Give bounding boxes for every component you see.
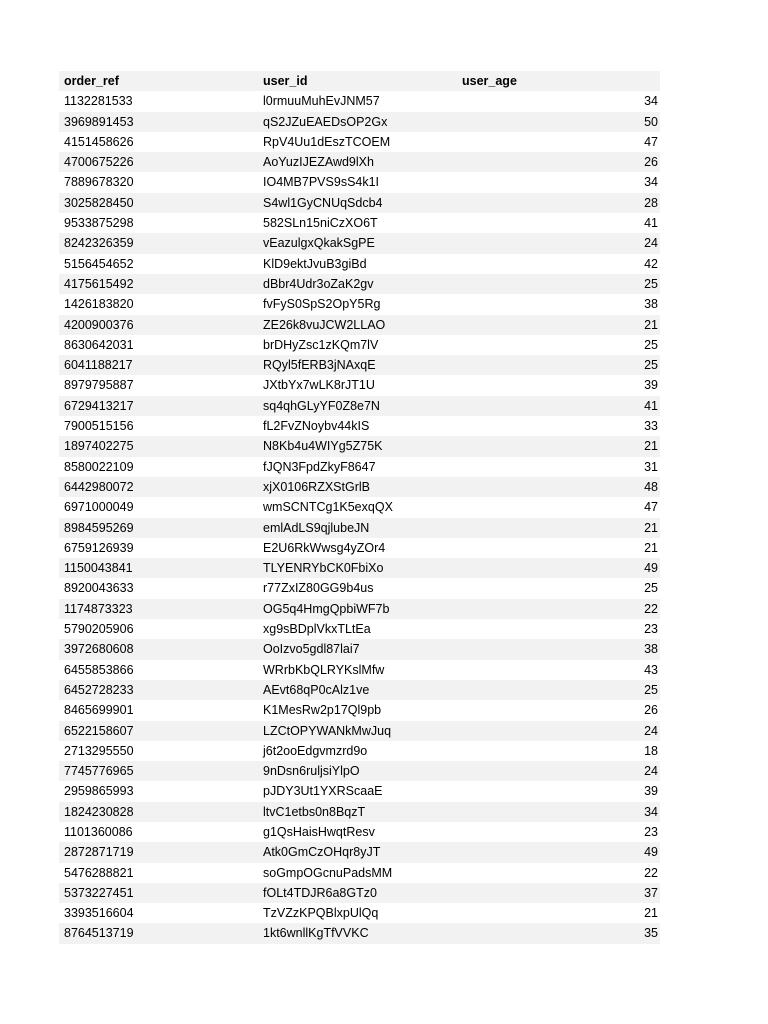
order-ref-cell: 7900515156 [64,419,134,434]
user-age-cell: 25 [644,337,658,352]
user-id-cell: ZE26k8vuJCW2LLAO [263,317,386,332]
order-ref-cell: 1897402275 [64,439,134,454]
order-ref-cell: 6041188217 [64,358,133,373]
order-ref-cell: 2959865993 [64,784,134,799]
table-row [59,152,660,172]
order-ref-cell: 4175615492 [64,276,134,291]
user-age-cell: 42 [644,256,658,271]
table-row [59,335,660,355]
user-id-cell: JXtbYx7wLK8rJT1U [263,378,375,393]
order-ref-cell: 6729413217 [64,398,134,413]
user-age-cell: 21 [644,317,658,332]
user-id-cell: brDHyZsc1zKQm7lV [263,337,379,352]
table-row [59,558,660,578]
user-id-cell: AEvt68qP0cAlz1ve [263,682,370,697]
order-ref-cell: 1426183820 [64,297,134,312]
user-id-cell: fJQN3FpdZkyF8647 [263,459,376,474]
user-id-cell: qS2JZuEAEDsOP2Gx [263,114,388,129]
order-ref-cell: 3972680608 [64,642,134,657]
user-age-cell: 47 [644,500,658,515]
user-id-cell: emlAdLS9qjlubeJN [263,520,370,535]
table-row [59,193,660,213]
user-age-cell: 21 [644,520,658,535]
table-row [59,761,660,781]
user-id-cell: sq4qhGLyYF0Z8e7N [263,398,380,413]
table-row [59,294,660,314]
user-age-cell: 21 [644,906,658,921]
user-age-cell: 24 [644,764,658,779]
user-age-cell: 26 [644,155,658,170]
header-row [59,71,660,91]
user-id-cell: RpV4Uu1dEszTCOEM [263,134,391,149]
user-id-cell: g1QsHaisHwqtResv [263,824,375,839]
user-id-cell: 9nDsn6ruljsiYlpO [263,764,360,779]
table-row [59,132,660,152]
user-age-cell: 25 [644,358,658,373]
order-ref-cell: 8630642031 [64,337,134,352]
table-row [59,822,660,842]
user-id-cell: OG5q4HmgQpbiWF7b [263,601,390,616]
user-age-cell: 33 [644,419,658,434]
user-age-cell: 24 [644,236,658,251]
table-row [59,923,660,943]
user-id-cell: ltvC1etbs0n8BqzT [263,804,366,819]
user-id-cell: soGmpOGcnuPadsMM [263,865,393,880]
user-id-cell: WRrbKbQLRYKslMfw [263,662,385,677]
table-row [59,436,660,456]
table-row [59,355,660,375]
table-row [59,497,660,517]
user-id-cell: RQyl5fERB3jNAxqE [263,358,376,373]
user-age-cell: 26 [644,703,658,718]
user-id-cell: 582SLn15niCzXO6T [263,216,378,231]
user-age-cell: 34 [644,804,658,819]
user-age-cell: 41 [644,398,658,413]
user-age-cell: 41 [644,216,658,231]
user-age-cell: 21 [644,439,658,454]
table-row [59,599,660,619]
user-id-cell: IO4MB7PVS9sS4k1I [263,175,380,190]
table-row [59,883,660,903]
order-ref-cell: 8920043633 [64,581,134,596]
order-ref-cell: 5476288821 [64,865,134,880]
user-id-cell: N8Kb4u4WIYg5Z75K [263,439,383,454]
order-ref-cell: 6442980072 [64,479,134,494]
table-row [59,477,660,497]
user-age-cell: 18 [644,743,658,758]
table-row [59,112,660,132]
table-row [59,172,660,192]
user-age-cell: 22 [644,601,658,616]
user-age-cell: 35 [644,926,658,941]
table-row [59,518,660,538]
user-id-cell: fvFyS0SpS2OpY5Rg [263,297,381,312]
order-ref-cell: 8580022109 [64,459,134,474]
order-ref-cell: 8465699901 [64,703,134,718]
order-ref-cell: 5156454652 [64,256,134,271]
user-age-cell: 37 [644,885,658,900]
table-row [59,274,660,294]
user-id-cell: l0rmuuMuhEvJNM57 [263,94,380,109]
user-age-cell: 28 [644,195,658,210]
user-age-cell: 50 [644,114,658,129]
order-ref-cell: 4151458626 [64,134,134,149]
order-ref-cell: 8764513719 [64,926,134,941]
order-ref-cell: 9533875298 [64,216,134,231]
table-row [59,660,660,680]
user-id-cell: vEazulgxQkakSgPE [263,236,375,251]
user-age-cell: 25 [644,682,658,697]
table-row [59,254,660,274]
user-age-cell: 49 [644,561,658,576]
user-id-cell: TLYENRYbCK0FbiXo [263,561,384,576]
order-ref-cell: 5790205906 [64,622,134,637]
user-age-cell: 39 [644,378,658,393]
order-ref-cell: 6452728233 [64,682,134,697]
order-ref-cell: 1101360086 [64,824,133,839]
order-ref-cell: 4200900376 [64,317,134,332]
user-id-cell: AoYuzIJEZAwd9lXh [263,155,374,170]
user-id-cell: fOLt4TDJR6a8GTz0 [263,885,377,900]
user-id-cell: wmSCNTCg1K5exqQX [263,500,393,515]
column-header-user-id: user_id [263,74,308,88]
order-ref-cell: 3393516604 [64,906,134,921]
table-body [59,91,660,943]
table-row [59,700,660,720]
user-age-cell: 34 [644,94,658,109]
order-ref-cell: 6455853866 [64,662,134,677]
user-age-cell: 38 [644,642,658,657]
table-row [59,903,660,923]
table-row [59,802,660,822]
user-age-cell: 25 [644,581,658,596]
order-ref-cell: 1150043841 [64,561,133,576]
user-age-cell: 24 [644,723,658,738]
table-row [59,457,660,477]
column-header-order-ref: order_ref [64,74,119,88]
user-age-cell: 25 [644,276,658,291]
order-ref-cell: 7745776965 [64,764,134,779]
table-row [59,396,660,416]
table-row [59,680,660,700]
table-row [59,721,660,741]
order-ref-cell: 2713295550 [64,743,134,758]
table-row [59,639,660,659]
order-ref-cell: 5373227451 [64,885,134,900]
user-id-cell: fL2FvZNoybv44kIS [263,419,370,434]
user-age-cell: 21 [644,540,658,555]
order-ref-cell: 3025828450 [64,195,134,210]
user-age-cell: 49 [644,845,658,860]
table-row [59,863,660,883]
user-age-cell: 23 [644,824,658,839]
table-row [59,233,660,253]
table-row [59,375,660,395]
user-age-cell: 22 [644,865,658,880]
column-header-user-age: user_age [462,74,517,88]
user-id-cell: OoIzvo5gdl87lai7 [263,642,360,657]
order-ref-cell: 6759126939 [64,540,134,555]
data-table [59,71,660,944]
table-row [59,213,660,233]
user-age-cell: 47 [644,134,658,149]
user-id-cell: xg9sBDplVkxTLtEa [263,622,371,637]
user-age-cell: 39 [644,784,658,799]
order-ref-cell: 2872871719 [64,845,134,860]
table-row [59,619,660,639]
order-ref-cell: 1174873323 [64,601,133,616]
user-id-cell: S4wl1GyCNUqSdcb4 [263,195,383,210]
user-age-cell: 34 [644,175,658,190]
user-id-cell: KlD9ektJvuB3giBd [263,256,367,271]
order-ref-cell: 8984595269 [64,520,134,535]
table-row [59,781,660,801]
table-row [59,416,660,436]
user-age-cell: 43 [644,662,658,677]
user-age-cell: 38 [644,297,658,312]
user-id-cell: K1MesRw2p17Ql9pb [263,703,382,718]
order-ref-cell: 1824230828 [64,804,134,819]
table-row [59,578,660,598]
user-age-cell: 48 [644,479,658,494]
order-ref-cell: 1132281533 [64,94,133,109]
table-row [59,91,660,111]
order-ref-cell: 6522158607 [64,723,134,738]
user-id-cell: TzVZzKPQBlxpUlQq [263,906,379,921]
user-id-cell: j6t2ooEdgvmzrd9o [263,743,368,758]
user-age-cell: 31 [644,459,658,474]
user-id-cell: Atk0GmCzOHqr8yJT [263,845,381,860]
order-ref-cell: 8242326359 [64,236,134,251]
order-ref-cell: 8979795887 [64,378,134,393]
table-row [59,538,660,558]
user-id-cell: dBbr4Udr3oZaK2gv [263,276,374,291]
table-row [59,741,660,761]
user-id-cell: pJDY3Ut1YXRScaaE [263,784,383,799]
user-id-cell: E2U6RkWwsg4yZOr4 [263,540,386,555]
user-id-cell: r77ZxIZ80GG9b4us [263,581,374,596]
table-row [59,842,660,862]
order-ref-cell: 6971000049 [64,500,134,515]
user-id-cell: LZCtOPYWANkMwJuq [263,723,392,738]
user-id-cell: 1kt6wnllKgTfVVKC [263,926,369,941]
table-row [59,315,660,335]
order-ref-cell: 7889678320 [64,175,134,190]
order-ref-cell: 3969891453 [64,114,134,129]
order-ref-cell: 4700675226 [64,155,134,170]
user-id-cell: xjX0106RZXStGrlB [263,479,370,494]
user-age-cell: 23 [644,622,658,637]
